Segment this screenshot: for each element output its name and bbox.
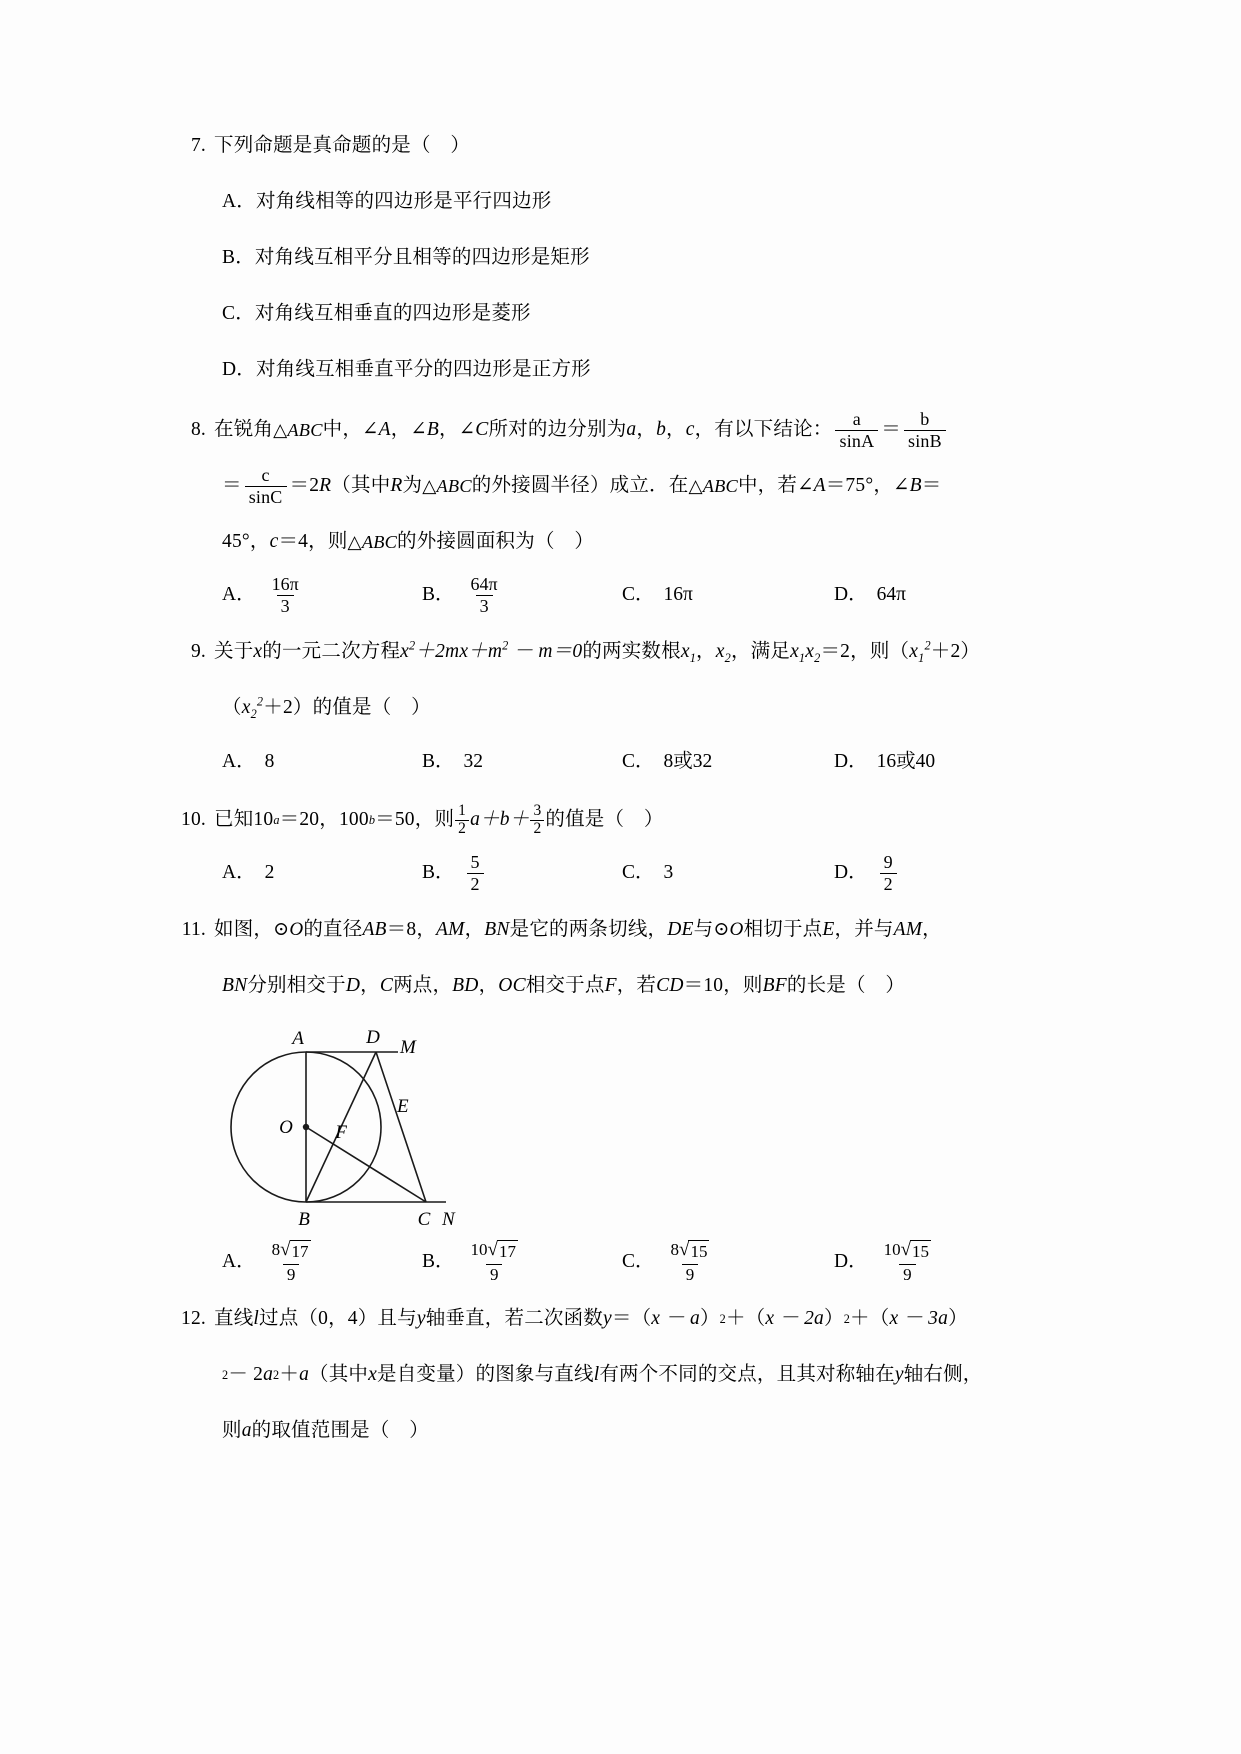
question-7-option-d[interactable] xyxy=(168,342,1073,398)
q8-opt-b-fraction xyxy=(467,575,502,616)
q12-text-17: 的取值范围是（ ） xyxy=(251,1420,429,1441)
option-a-label: A． xyxy=(222,191,256,212)
q8-fraction-b-sinB xyxy=(904,410,946,451)
q9-product: $x_1x_2$ xyxy=(790,641,821,665)
q8-frac1-num: a xyxy=(852,408,861,429)
q8-text-14: 的外接圆面积为（ ） xyxy=(397,531,595,552)
q8-equals-2: ＝ xyxy=(222,475,242,496)
question-11-option-a[interactable] xyxy=(222,1237,422,1287)
q8-var-c: c xyxy=(685,419,695,440)
q12-text-1: 直线 xyxy=(214,1308,254,1329)
question-12-stem-3 xyxy=(222,1403,1073,1459)
option-d-text: 对角线互相垂直平分的四边形是正方形 xyxy=(255,359,591,380)
question-10-option-d[interactable] xyxy=(834,848,1034,898)
q10-opt-d-fraction xyxy=(880,853,897,894)
q8-opt-c-label: C． xyxy=(622,584,655,605)
q12-term-1: x － a xyxy=(651,1308,700,1329)
q11-seg-cd: CD xyxy=(656,975,684,996)
q8-opt-b-num: 64π xyxy=(470,573,498,594)
question-9-stem-2: （ $x_2^2$ ＋2）的值是（ ） xyxy=(222,680,1073,736)
q11-opt-d-root: 15 xyxy=(912,1242,930,1262)
q8-opt-b-den: 3 xyxy=(476,595,493,616)
q10-text-4: 的值是（ ） xyxy=(545,809,664,830)
q9-opt-c-label: C． xyxy=(622,751,655,772)
q11-opt-a-coef: 8 xyxy=(271,1240,281,1260)
question-9-stem-line-1 xyxy=(168,624,1073,680)
q11-text-1: 如图， xyxy=(214,919,274,940)
q11-opt-c-fraction xyxy=(667,1240,714,1283)
q11-opt-d-den: 9 xyxy=(899,1264,916,1284)
question-9 xyxy=(168,624,1073,788)
sqrt-icon-d: √ 15 xyxy=(900,1239,930,1262)
q8-fraction-c-sinC xyxy=(245,466,287,507)
q8-triangle-2: △ABC xyxy=(422,476,472,496)
label-o: O xyxy=(279,1117,293,1138)
q10-opt-b-num: 5 xyxy=(470,851,480,872)
question-9-option-b[interactable] xyxy=(422,736,622,788)
q11-seg-bd: BD xyxy=(452,975,479,996)
q11-opt-c-label: C． xyxy=(622,1251,655,1272)
q11-seg-ab: AB xyxy=(362,919,387,940)
question-12-stem-line-3 xyxy=(168,1403,1073,1459)
q10-opt-c-label: C． xyxy=(622,862,655,883)
question-8-options xyxy=(168,570,1073,620)
q11-opt-a-fraction xyxy=(268,1240,315,1283)
q11-text-2: 的直径 xyxy=(303,919,363,940)
option-a-text: 对角线相等的四边形是平行四边形 xyxy=(255,191,552,212)
sqrt-icon-c: √ 15 xyxy=(679,1239,708,1262)
q9-root-x2: $x_2$ xyxy=(715,641,731,665)
question-11-option-d[interactable] xyxy=(834,1237,1034,1287)
q10-f2-num: 3 xyxy=(533,802,542,820)
q9-expr-x1: $x_1^2$ xyxy=(909,638,931,665)
q11-circle-o: ⊙O xyxy=(273,919,304,940)
q11-opt-a-root: 17 xyxy=(291,1242,309,1262)
q8-text-1: 在锐角 xyxy=(214,419,274,440)
q11-seg-de: DE xyxy=(667,919,694,940)
q8-angle-b: ∠B xyxy=(410,419,440,440)
q8-angle-b2: ∠B xyxy=(893,475,922,496)
q11-opt-b-den: 9 xyxy=(486,1264,503,1284)
q11-text-5: 是它的两条切线， xyxy=(509,919,668,940)
q10-opt-b-fraction xyxy=(467,853,484,894)
q10-mid: a＋b＋ xyxy=(470,809,530,830)
q11-opt-b-label: B． xyxy=(422,1251,455,1272)
option-b-text: 对角线互相平分且相等的四边形是矩形 xyxy=(254,247,590,268)
q8-opt-a-num: 16π xyxy=(271,573,299,594)
q11-opt-c-den: 9 xyxy=(682,1264,699,1284)
question-10-number: 10. xyxy=(181,809,206,830)
q10-opt-a-label: A． xyxy=(222,862,256,883)
question-12-stem-2: 2 － 2 a 2 ＋ a （其中 x 是自变量）的图象与直线 l 有两个不同的交点，且其对称轴在 y 轴右侧， xyxy=(222,1347,1073,1403)
q12-text-12: （其中 xyxy=(309,1364,369,1385)
q12-axis-y2: y xyxy=(894,1364,904,1385)
q10-text-3: ＝50，则 xyxy=(375,809,455,830)
q11-text-4: ， xyxy=(464,919,485,940)
segment-dc-tangent xyxy=(376,1052,426,1202)
question-8-option-a[interactable] xyxy=(222,570,422,620)
question-8-number: 8. xyxy=(190,419,206,440)
question-11-stem-1 xyxy=(214,902,1073,958)
q9-opt-a-text: 8 xyxy=(264,751,275,772)
q12-text-16: 则 xyxy=(222,1420,242,1441)
q11-opt-a-num xyxy=(268,1240,315,1263)
q11-opt-d-fraction xyxy=(880,1240,935,1283)
q11-text-10: 分别相交于 xyxy=(247,975,346,996)
q10-opt-b-label: B． xyxy=(422,862,455,883)
question-11-number: 11. xyxy=(181,919,206,940)
q11-opt-a-label: A． xyxy=(222,1251,256,1272)
q9-text-1: 关于 xyxy=(214,641,254,662)
q12-text-9: ） xyxy=(948,1308,968,1329)
q10-text-2: ＝20，100 xyxy=(279,809,369,830)
q8-frac2-den: sinB xyxy=(904,430,946,451)
q11-seg-bn: BN xyxy=(484,919,510,940)
q10-fraction-three-halves xyxy=(530,803,544,837)
q11-opt-b-fraction xyxy=(467,1240,522,1283)
q8-text-2: 中， xyxy=(322,419,363,440)
q10-opt-c-text: 3 xyxy=(663,862,674,883)
q8-text-7: 为 xyxy=(402,475,423,496)
q9-opt-a-label: A． xyxy=(222,751,256,772)
q8-text-10: ＝75°， xyxy=(825,475,894,496)
q8-comma-1: ， xyxy=(390,419,411,440)
q12-term-3: x － 3a xyxy=(889,1308,949,1329)
question-10-option-a[interactable] xyxy=(222,848,422,898)
q11-opt-a-den: 9 xyxy=(283,1264,300,1284)
q8-opt-d-text: 64π xyxy=(876,584,906,605)
question-7-stem-line xyxy=(168,118,1073,174)
q12-text-2: 过点（0，4）且与 xyxy=(259,1308,417,1329)
option-d-label: D． xyxy=(222,359,256,380)
q8-var-c2: c xyxy=(269,531,279,552)
q8-opt-a-fraction xyxy=(268,575,303,616)
question-9-number: 9. xyxy=(190,641,206,662)
q9-expr-x2: $x_2^2$ xyxy=(241,694,264,721)
question-11-stem-line-1 xyxy=(168,902,1073,958)
question-11-option-b[interactable] xyxy=(422,1237,622,1287)
question-7-stem: 下列命题是真命题的是（ ） xyxy=(214,135,471,156)
q12-text-14: 有两个不同的交点，且其对称轴在 xyxy=(599,1364,895,1385)
q12-func-y: y xyxy=(603,1308,612,1329)
q12-var-a1: a xyxy=(263,1364,274,1385)
q10-opt-b-den: 2 xyxy=(467,873,484,894)
q8-text-6: （其中 xyxy=(331,475,391,496)
q11-text-3: ＝8， xyxy=(386,919,437,940)
q12-axis-y: y xyxy=(416,1308,426,1329)
circle-tangent-diagram xyxy=(228,1020,498,1235)
q12-var-x: x xyxy=(368,1364,377,1385)
sqrt-icon-b: √ 17 xyxy=(487,1239,516,1262)
q10-f1-num: 1 xyxy=(458,802,467,820)
q11-opt-d-label: D． xyxy=(834,1251,868,1272)
question-10-option-c[interactable] xyxy=(622,848,834,898)
question-12-stem-line-2 xyxy=(168,1347,1073,1403)
question-8 xyxy=(168,402,1073,620)
q8-frac1-den: sinA xyxy=(835,430,878,451)
question-10-option-b[interactable] xyxy=(422,848,622,898)
q8-opt-a-den: 3 xyxy=(277,595,294,616)
question-11-option-c[interactable] xyxy=(622,1237,834,1287)
label-f: F xyxy=(335,1122,347,1143)
q11-opt-b-num xyxy=(467,1240,522,1263)
question-8-option-c[interactable] xyxy=(622,570,834,620)
question-7-number: 7. xyxy=(190,135,206,156)
q10-opt-d-label: D． xyxy=(834,862,868,883)
q11-text-6: 与 xyxy=(693,919,714,940)
label-a: A xyxy=(292,1028,304,1049)
point-o-dot xyxy=(303,1124,309,1130)
q11-seg-am2: AM xyxy=(893,919,923,940)
question-11-figure-wrap xyxy=(168,1020,1073,1235)
q8-comma-2: ， xyxy=(439,419,459,440)
question-9-stem-1: 关于 x 的一元二次方程 $x^2+2mx+m^2 - m=0$ 的两实数根 $x_1$ ， $x_2$ ，满足 $x_1x_2$ ＝2，则（ $x_1^2$ ＋2） xyxy=(214,624,1073,680)
question-10 xyxy=(168,792,1073,898)
q12-text-13: 是自变量）的图象与直线 xyxy=(377,1364,594,1385)
question-8-stem-line-1 xyxy=(168,402,1073,458)
option-c-text: 对角线互相垂直的四边形是菱形 xyxy=(254,303,531,324)
q11-seg-am: AM xyxy=(436,919,465,940)
q11-seg-oc: OC xyxy=(498,975,526,996)
q11-seg-bn2: BN xyxy=(222,975,248,996)
q11-seg-bf: BF xyxy=(762,975,787,996)
q8-text-4: ，有以下结论： xyxy=(694,419,833,440)
label-b: B xyxy=(298,1209,310,1230)
q8-frac3-num: c xyxy=(261,464,270,485)
q12-line-l: l xyxy=(253,1308,260,1329)
q11-opt-b-root: 17 xyxy=(498,1242,516,1262)
question-11 xyxy=(168,902,1073,1287)
q12-text-10: － 2 xyxy=(228,1364,264,1385)
q10-f2-den: 2 xyxy=(530,820,544,837)
q8-var-R2: R xyxy=(390,475,403,496)
q10-opt-a-text: 2 xyxy=(264,862,275,883)
question-11-options xyxy=(168,1237,1073,1287)
q8-frac2-num: b xyxy=(920,408,930,429)
q11-opt-d-num xyxy=(880,1240,935,1263)
q11-opt-c-coef: 8 xyxy=(670,1240,680,1260)
q8-triangle-1: △ABC xyxy=(273,420,323,440)
q9-var-x: x xyxy=(253,641,263,662)
q12-text-3: 轴垂直，若二次函数 xyxy=(425,1308,604,1329)
q11-text-12: 两点， xyxy=(393,975,453,996)
option-c-label: C． xyxy=(222,303,255,324)
q12-var-a2: a xyxy=(299,1364,310,1385)
q10-text-1: 已知10 xyxy=(214,809,274,830)
q10-f1-den: 2 xyxy=(455,820,469,837)
question-9-option-c[interactable] xyxy=(622,736,834,788)
question-12 xyxy=(168,1291,1073,1459)
question-8-option-b[interactable] xyxy=(422,570,622,620)
question-7-option-c[interactable] xyxy=(168,286,1073,342)
q9-opt-b-label: B． xyxy=(422,751,455,772)
q8-triangle-4: △ABC xyxy=(347,532,398,552)
q8-text-9: 中，若 xyxy=(737,475,798,496)
q8-text-11: ＝ xyxy=(921,475,942,496)
question-9-options xyxy=(168,736,1073,788)
question-9-option-a[interactable] xyxy=(222,736,422,788)
q8-fraction-a-sinA xyxy=(835,410,878,451)
question-10-stem: 已知10 a ＝20，100 b ＝50，则 $\frac{1}{2}$ a＋b＋ $\frac{3}{2}$ 的值是（ ） xyxy=(214,792,1073,848)
q8-angle-c: ∠C xyxy=(458,419,489,440)
q12-text-15: 轴右侧， xyxy=(903,1364,983,1385)
q8-equals-1: ＝ xyxy=(881,419,901,440)
q8-angle-a2: ∠A xyxy=(797,475,826,496)
question-7-option-a[interactable] xyxy=(168,174,1073,230)
question-12-number: 12. xyxy=(181,1308,206,1329)
q11-point-d: D xyxy=(345,975,361,996)
q8-text-8: 的外接圆半径）成立．在 xyxy=(471,475,689,496)
q8-triangle-3: △ABC xyxy=(688,476,738,496)
question-10-options xyxy=(168,848,1073,898)
q11-opt-d-coef: 10 xyxy=(883,1240,901,1260)
q11-text-8: ，并与 xyxy=(834,919,894,940)
question-12-stem-line-1 xyxy=(168,1291,1073,1347)
q12-text-5: ） xyxy=(699,1308,720,1329)
label-m: M xyxy=(400,1037,416,1058)
q12-text-8: ＋（ xyxy=(850,1308,890,1329)
question-11-stem-2 xyxy=(222,958,1073,1014)
q10-fraction-half xyxy=(455,803,469,837)
q8-angle-a: ∠A xyxy=(362,419,391,440)
q9-text-3: 的两实数根 xyxy=(582,641,681,662)
q11-text-15: ，若 xyxy=(616,975,657,996)
q8-text-13: ＝4，则 xyxy=(278,531,348,552)
q11-text-9: ， xyxy=(922,919,942,940)
question-8-stem-1: 在锐角 △ABC 中， ∠A ， ∠B ， ∠C 所对的边分别为 a ， b ， c ，有以下结论： $\frac{a}{\sin A}$ ＝ $\frac{b}{\sin B}$ xyxy=(214,402,1073,458)
question-7-option-b[interactable] xyxy=(168,230,1073,286)
q8-opt-a-label: A． xyxy=(222,584,256,605)
q9-root-x1: $x_1$ xyxy=(680,641,697,665)
question-12-stem-1: 直线 l 过点（0，4）且与 y 轴垂直，若二次函数 y ＝（ x － a ） 2 ＋（ x － 2a ） 2 ＋（ x － 3a ） xyxy=(214,1291,1073,1347)
q11-opt-c-root: 15 xyxy=(690,1242,708,1262)
q12-text-6: ＋（ xyxy=(725,1308,766,1329)
q11-text-11: ， xyxy=(360,975,380,996)
q8-var-R: R xyxy=(319,475,332,496)
q12-term-2: x － 2a xyxy=(765,1308,824,1329)
question-8-stem-line-2 xyxy=(168,458,1073,514)
q11-text-17: 的长是（ ） xyxy=(786,975,906,996)
q8-text-3: 所对的边分别为 xyxy=(488,419,627,440)
question-8-stem-2 xyxy=(222,458,1073,514)
q12-line-l2: l xyxy=(593,1364,600,1385)
q12-var-a3: a xyxy=(241,1420,252,1441)
question-8-option-d[interactable] xyxy=(834,570,1034,620)
question-8-stem-line-3 xyxy=(168,514,1073,570)
q8-opt-b-label: B． xyxy=(422,584,455,605)
question-9-stem-line-2 xyxy=(168,680,1073,736)
q8-var-b: b xyxy=(656,419,667,440)
q11-opt-c-num xyxy=(667,1240,714,1263)
question-8-stem-3 xyxy=(222,514,1073,570)
q8-opt-d-label: D． xyxy=(834,584,868,605)
q9-opt-d-label: D． xyxy=(834,751,868,772)
q12-text-4: ＝（ xyxy=(611,1308,652,1329)
sqrt-icon-a: √ 17 xyxy=(280,1239,309,1262)
label-e: E xyxy=(397,1096,409,1117)
q8-var-a: a xyxy=(626,419,637,440)
question-11-stem-line-2 xyxy=(168,958,1073,1014)
q8-frac3-den: sinC xyxy=(245,486,287,507)
q8-opt-c-text: 16π xyxy=(663,584,693,605)
q9-equation: $x^2+2mx+m^2 - m=0$ xyxy=(400,638,583,662)
q9-opt-b-text: 32 xyxy=(463,751,484,772)
q8-text-5: ＝2 xyxy=(289,475,320,496)
q11-text-7: 相切于点 xyxy=(743,919,823,940)
q11-point-f: F xyxy=(604,975,617,996)
q11-circle-o2: ⊙O xyxy=(713,919,744,940)
q9-opt-d-text: 16或40 xyxy=(876,751,936,772)
label-d: D xyxy=(366,1027,380,1048)
q12-text-7: ） xyxy=(824,1308,844,1329)
q9-opt-c-text: 8或32 xyxy=(663,751,713,772)
option-b-label: B． xyxy=(222,247,255,268)
q12-text-11: ＋ xyxy=(279,1364,300,1385)
question-9-option-d[interactable] xyxy=(834,736,1034,788)
label-n: N xyxy=(442,1209,455,1230)
question-7 xyxy=(168,118,1073,398)
q11-text-14: 相交于点 xyxy=(525,975,605,996)
q11-opt-b-coef: 10 xyxy=(470,1240,488,1260)
q11-point-c: C xyxy=(379,975,394,996)
question-10-stem-line xyxy=(168,792,1073,848)
q9-text-2: 的一元二次方程 xyxy=(262,641,401,662)
q11-text-16: ＝10，则 xyxy=(683,975,763,996)
label-c: C xyxy=(417,1209,431,1230)
q11-text-13: ， xyxy=(478,975,499,996)
q10-opt-d-den: 2 xyxy=(880,873,897,894)
q10-opt-d-num: 9 xyxy=(883,851,893,872)
q8-text-12: 45°， xyxy=(222,531,270,552)
exam-content xyxy=(168,118,1073,1463)
q11-point-e: E xyxy=(822,919,835,940)
